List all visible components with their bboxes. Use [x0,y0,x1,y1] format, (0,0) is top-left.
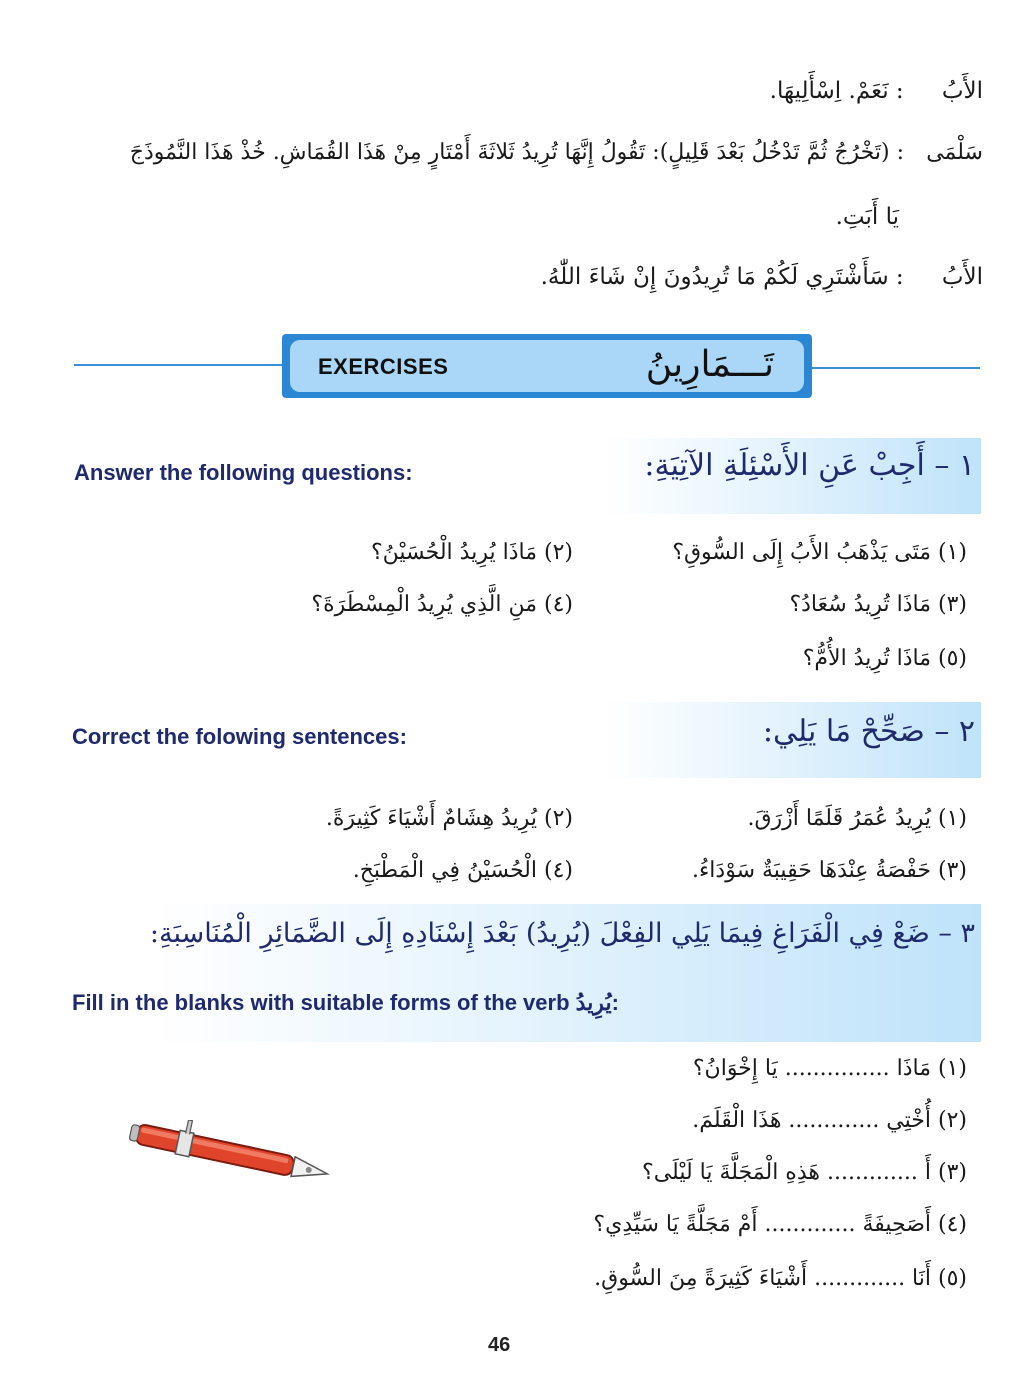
section2-heading-en: Correct the folowing sentences: [72,724,407,749]
question-4: (٤) مَنِ الَّذِي يُرِيدُ الْمِسْطَرَةَ؟ [311,592,573,617]
banner-inner [290,340,804,392]
question-2: (٢) مَاذَا يُرِيدُ الْحُسَيْنُ؟ [370,540,573,565]
exercises-banner [282,334,812,398]
speaker-label: سَلْمَى [926,140,983,165]
banner-title-en: EXERCISES [318,354,449,379]
speaker-label: الأَبُ [941,78,983,104]
dialogue-text: : نَعَمْ. اِسْأَلِيهَا. [769,78,904,104]
dialogue-line-3 [836,204,899,230]
fill-item-1: (١) مَاذَا ............... يَا إِخْوَانُ؟ [692,1056,967,1081]
dialogue-line-1 [770,78,983,104]
dialogue-line-2 [130,140,983,165]
fill-item-5: (٥) أَنَا ............. أَشْيَاءَ كَثِيرَةً مِنَ السُّوقِ. [594,1266,967,1291]
dialogue-text: : سَأَشْتَرِي لَكُمْ مَا تُرِيدُونَ إِنْ شَاءَ اللّٰهُ. [540,264,904,290]
dialogue-text: : (تَخْرُجُ ثُمَّ تَدْخُلُ بَعْدَ قَلِيلٍ): تَقُولُ إِنَّهَا تُرِيدُ ثَلاثَةَ أَمْتَارٍ مِنْ هَذَا القُمَاشِ. خُذْ هَذَا النَّمُوذَجَ [129,140,904,165]
fill-item-2: (٢) أُخْتِي ............. هَذَا الْقَلَمَ. [692,1108,967,1133]
section2-heading-ar: ٢ – صَحِّحْ مَا يَلِي: [762,714,975,749]
section3-heading-en: Fill in the blanks with suitable forms of the verb يُرِيدُ: [72,990,619,1015]
sentence-2: (٢) يُرِيدُ هِشَامٌ أَشْيَاءَ كَثِيرَةً. [325,806,573,831]
banner-title-ar: تَـــمَارِينُ [645,344,774,385]
question-3: (٣) مَاذَا تُرِيدُ سُعَادُ؟ [789,592,967,617]
speaker-label: الأَبُ [941,264,983,290]
section1-heading-en: Answer the following questions: [74,460,413,485]
sentence-3: (٣) حَفْصَةُ عِنْدَهَا حَقِيبَةٌ سَوْدَاءُ. [691,858,967,883]
sentence-4: (٤) الْحُسَيْنُ فِي الْمَطْبَخِ. [352,858,573,883]
section1-heading-ar: ١ – أَجِبْ عَنِ الأَسْئِلَةِ الآتِيَةِ: [644,448,975,483]
question-1: (١) مَتَى يَذْهَبُ الأَبُ إِلَى السُّوقِ؟ [672,540,967,565]
sentence-1: (١) يُرِيدُ عُمَرُ قَلَمًا أَزْرَقَ. [747,806,967,831]
divider-right [812,367,980,369]
question-5: (٥) مَاذَا تُرِيدُ الأُمُّ؟ [802,646,967,671]
fill-item-3: (٣) أَ ............. هَذِهِ الْمَجَلَّةَ يَا لَيْلَى؟ [642,1160,967,1185]
pen-illustration [124,1120,339,1190]
divider-left [74,364,282,366]
dialogue-line-4 [541,264,983,290]
dialogue-text: يَا أَبَتِ. [835,204,899,230]
page-number: 46 [488,1334,511,1356]
fill-item-4: (٤) أَصَحِيفَةً ............. أَمْ مَجَلَّةً يَا سَيِّدِي؟ [593,1212,967,1237]
section3-heading-ar: ٣ – ضَعْ فِي الْفَرَاغِ فِيمَا يَلِي الفِعْلَ (يُرِيدُ) بَعْدَ إِسْنَادِهِ إِلَى الضَّمَائِرِ الْمُنَاسِبَةِ: [149,918,975,949]
